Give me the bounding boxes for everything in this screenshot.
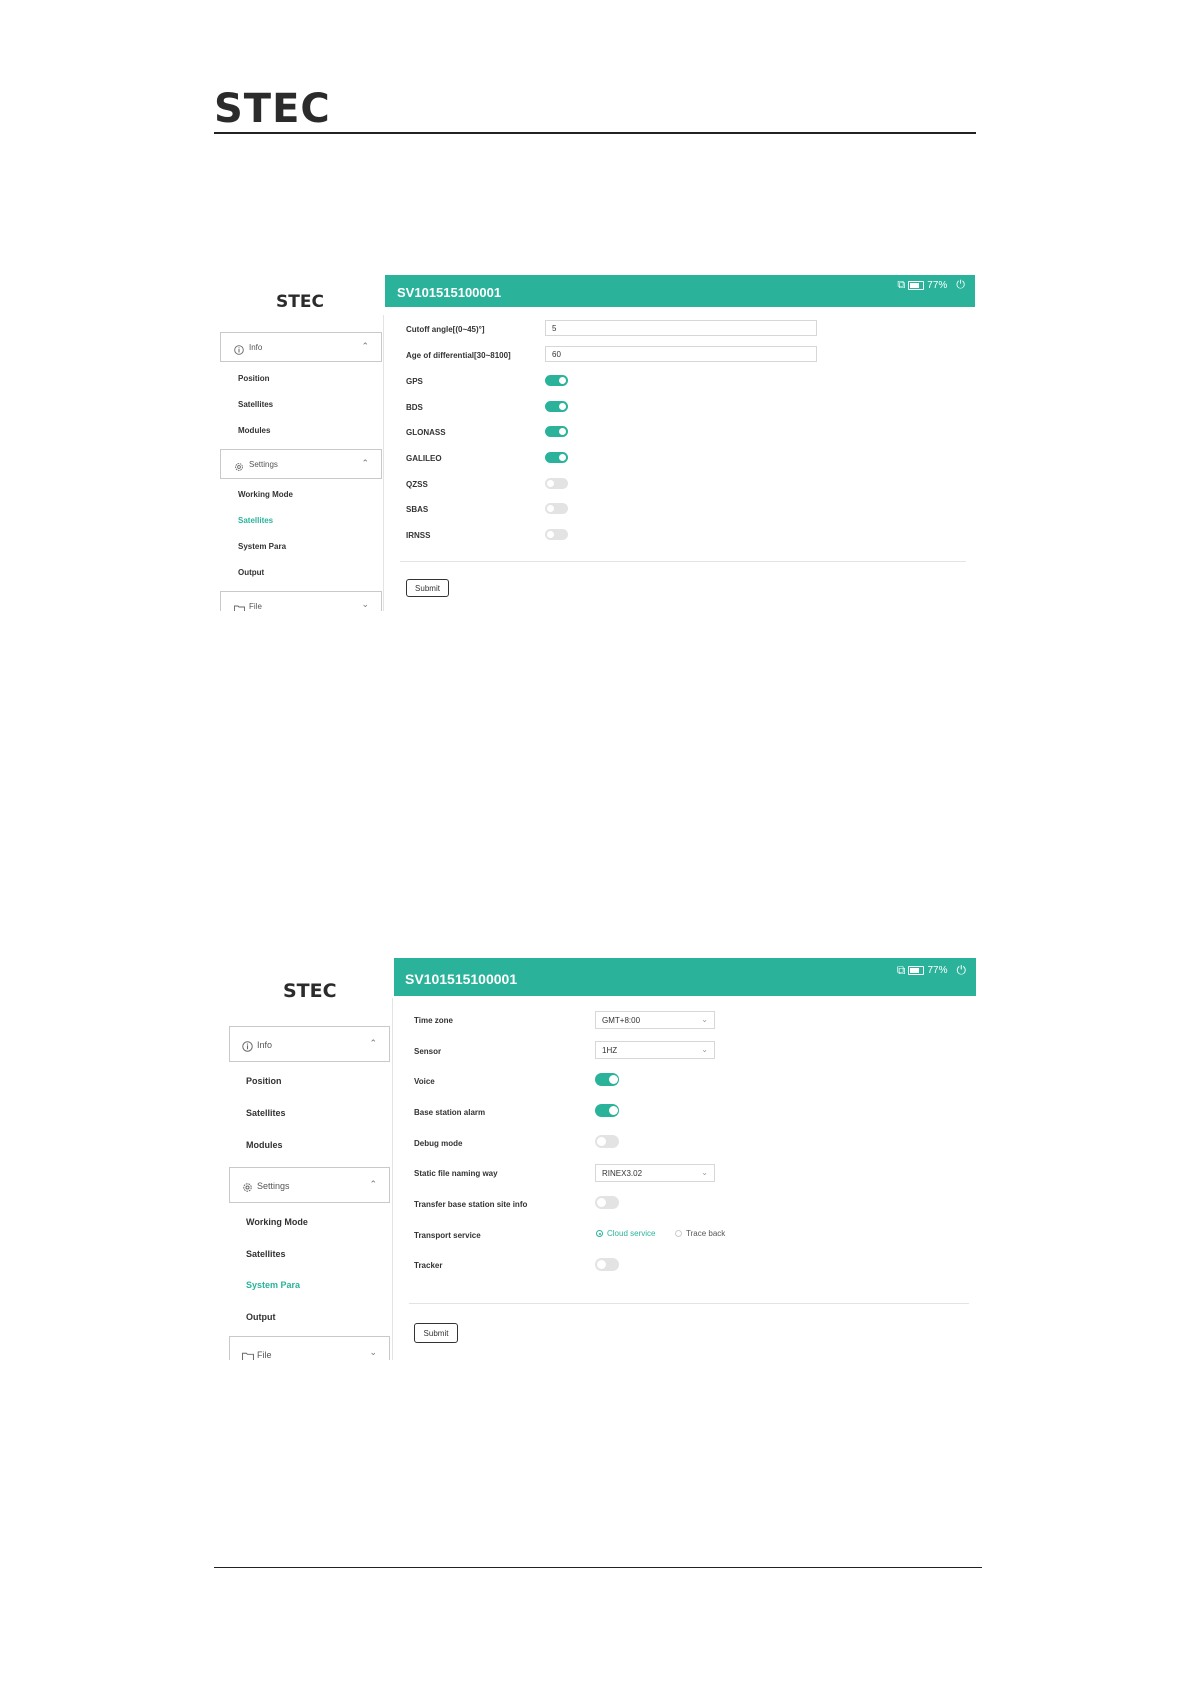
cutoff-angle-label: Cutoff angle[(0~45)°] bbox=[406, 325, 485, 334]
gps-toggle[interactable] bbox=[545, 375, 568, 386]
cloud-service-radio[interactable] bbox=[596, 1229, 655, 1238]
transport-service-label: Transport service bbox=[414, 1231, 481, 1240]
chevron-down-icon: ⌄ bbox=[701, 1015, 708, 1025]
battery-level: 77% bbox=[927, 280, 948, 291]
sidebar-item-satellites-settings[interactable]: Satellites bbox=[246, 1249, 286, 1259]
sidebar-section-file-label: File bbox=[257, 1350, 272, 1360]
qzss-toggle[interactable] bbox=[545, 478, 568, 489]
gear-icon bbox=[234, 459, 244, 477]
galileo-label: GALILEO bbox=[406, 454, 442, 463]
header-bar bbox=[394, 958, 976, 996]
status-area bbox=[897, 963, 966, 978]
radio-unselected-icon bbox=[675, 1230, 682, 1237]
base-station-alarm-label: Base station alarm bbox=[414, 1108, 486, 1117]
battery-icon bbox=[908, 966, 924, 975]
age-differential-input[interactable]: 60 bbox=[545, 346, 817, 362]
time-zone-label: Time zone bbox=[414, 1016, 453, 1025]
irnss-toggle[interactable] bbox=[545, 529, 568, 540]
battery-icon bbox=[908, 281, 924, 290]
sidebar-item-modules[interactable]: Modules bbox=[246, 1140, 283, 1150]
transfer-base-station-label: Transfer base station site info bbox=[414, 1200, 528, 1209]
sidebar-section-settings[interactable] bbox=[220, 449, 382, 479]
age-differential-label: Age of differential[30~8100] bbox=[406, 351, 511, 360]
form-separator bbox=[409, 1303, 969, 1304]
form-separator bbox=[400, 561, 966, 562]
sidebar-section-file[interactable] bbox=[229, 1336, 390, 1360]
sidebar-item-working-mode[interactable]: Working Mode bbox=[246, 1217, 308, 1227]
sidebar-section-settings[interactable] bbox=[229, 1167, 390, 1203]
static-file-naming-value: RINEX3.02 bbox=[602, 1168, 643, 1178]
device-id: SV101515100001 bbox=[405, 971, 518, 987]
sidebar-section-file[interactable] bbox=[220, 591, 382, 611]
status-area bbox=[897, 279, 965, 292]
battery-level: 77% bbox=[927, 965, 948, 976]
language-icon[interactable]: ⧉ bbox=[897, 279, 906, 291]
trace-back-radio[interactable] bbox=[675, 1229, 725, 1238]
folder-icon bbox=[242, 1349, 254, 1360]
transfer-base-station-toggle[interactable] bbox=[595, 1196, 619, 1209]
irnss-label: IRNSS bbox=[406, 531, 431, 540]
qzss-label: QZSS bbox=[406, 480, 428, 489]
sbas-label: SBAS bbox=[406, 505, 429, 514]
galileo-toggle[interactable] bbox=[545, 452, 568, 463]
debug-mode-toggle[interactable] bbox=[595, 1135, 619, 1148]
static-file-naming-select[interactable] bbox=[595, 1164, 715, 1182]
radio-selected-icon bbox=[596, 1230, 603, 1237]
sidebar-item-system-para[interactable]: System Para bbox=[246, 1280, 301, 1290]
sensor-select[interactable] bbox=[595, 1041, 715, 1059]
chevron-down-icon: ⌄ bbox=[369, 1347, 377, 1357]
sidebar-section-info-label: Info bbox=[249, 343, 263, 352]
sensor-label: Sensor bbox=[414, 1047, 442, 1056]
sidebar-divider bbox=[392, 998, 393, 1360]
sidebar-item-satellites-settings[interactable]: Satellites bbox=[238, 516, 274, 525]
sidebar-item-output[interactable]: Output bbox=[238, 568, 265, 577]
time-zone-value: GMT+8:00 bbox=[602, 1015, 641, 1025]
tracker-toggle[interactable] bbox=[595, 1258, 619, 1271]
sensor-value: 1HZ bbox=[602, 1045, 618, 1055]
sidebar-section-settings-label: Settings bbox=[257, 1181, 290, 1191]
sidebar-item-modules[interactable]: Modules bbox=[238, 426, 271, 435]
screenshot-satellites-settings bbox=[220, 275, 975, 611]
chevron-up-icon: ⌃ bbox=[369, 1179, 377, 1189]
sidebar-item-position[interactable]: Position bbox=[246, 1076, 282, 1086]
tracker-label: Tracker bbox=[414, 1261, 443, 1270]
bds-toggle[interactable] bbox=[545, 401, 568, 412]
sidebar-section-info[interactable] bbox=[229, 1026, 390, 1062]
chevron-up-icon: ⌃ bbox=[369, 1038, 377, 1048]
document-logo: STEC bbox=[214, 86, 331, 132]
info-icon bbox=[234, 342, 244, 360]
power-icon[interactable]: ⏻ bbox=[956, 279, 965, 291]
chevron-up-icon: ⌃ bbox=[361, 341, 369, 351]
header-rule bbox=[214, 132, 976, 134]
voice-toggle[interactable] bbox=[595, 1073, 619, 1086]
sidebar-item-system-para[interactable]: System Para bbox=[238, 542, 287, 551]
sidebar-item-satellites[interactable]: Satellites bbox=[246, 1108, 286, 1118]
power-icon[interactable]: ⏻ bbox=[956, 963, 966, 977]
sidebar-item-position[interactable]: Position bbox=[238, 374, 270, 383]
static-file-naming-label: Static file naming way bbox=[414, 1169, 498, 1178]
sidebar-item-output[interactable]: Output bbox=[246, 1312, 276, 1322]
gear-icon bbox=[242, 1180, 253, 1198]
time-zone-select[interactable] bbox=[595, 1011, 715, 1029]
base-station-alarm-toggle[interactable] bbox=[595, 1104, 619, 1117]
sidebar bbox=[224, 958, 392, 1360]
footer-rule bbox=[214, 1567, 982, 1568]
cloud-service-label: Cloud service bbox=[607, 1229, 656, 1238]
glonass-toggle[interactable] bbox=[545, 426, 568, 437]
sidebar-section-settings-label: Settings bbox=[249, 460, 278, 469]
submit-button[interactable]: Submit bbox=[414, 1323, 458, 1343]
voice-label: Voice bbox=[414, 1077, 435, 1086]
sidebar-logo: STEC bbox=[276, 292, 324, 312]
glonass-label: GLONASS bbox=[406, 428, 446, 437]
gps-label: GPS bbox=[406, 377, 423, 386]
sidebar-item-satellites[interactable]: Satellites bbox=[238, 400, 274, 409]
sidebar-divider bbox=[383, 315, 384, 611]
chevron-down-icon: ⌄ bbox=[701, 1168, 708, 1178]
folder-icon bbox=[234, 601, 245, 611]
submit-button[interactable]: Submit bbox=[406, 579, 449, 597]
sidebar-section-file-label: File bbox=[249, 602, 262, 611]
device-id: SV101515100001 bbox=[397, 285, 502, 300]
cutoff-angle-input[interactable]: 5 bbox=[545, 320, 817, 336]
sidebar-item-working-mode[interactable]: Working Mode bbox=[238, 490, 293, 499]
trace-back-label: Trace back bbox=[686, 1229, 726, 1238]
sbas-toggle[interactable] bbox=[545, 503, 568, 514]
debug-mode-label: Debug mode bbox=[414, 1139, 463, 1148]
sidebar-section-info[interactable] bbox=[220, 332, 382, 362]
sidebar-logo: STEC bbox=[283, 980, 337, 1002]
chevron-down-icon: ⌄ bbox=[701, 1045, 708, 1055]
sidebar-section-info-label: Info bbox=[257, 1040, 273, 1050]
language-icon[interactable]: ⧉ bbox=[896, 963, 906, 977]
chevron-down-icon: ⌄ bbox=[361, 599, 369, 609]
bds-label: BDS bbox=[406, 403, 423, 412]
header-bar bbox=[385, 275, 975, 307]
info-icon bbox=[242, 1039, 253, 1057]
sidebar bbox=[220, 275, 388, 611]
chevron-up-icon: ⌃ bbox=[361, 458, 369, 468]
screenshot-system-para-settings bbox=[224, 958, 976, 1360]
